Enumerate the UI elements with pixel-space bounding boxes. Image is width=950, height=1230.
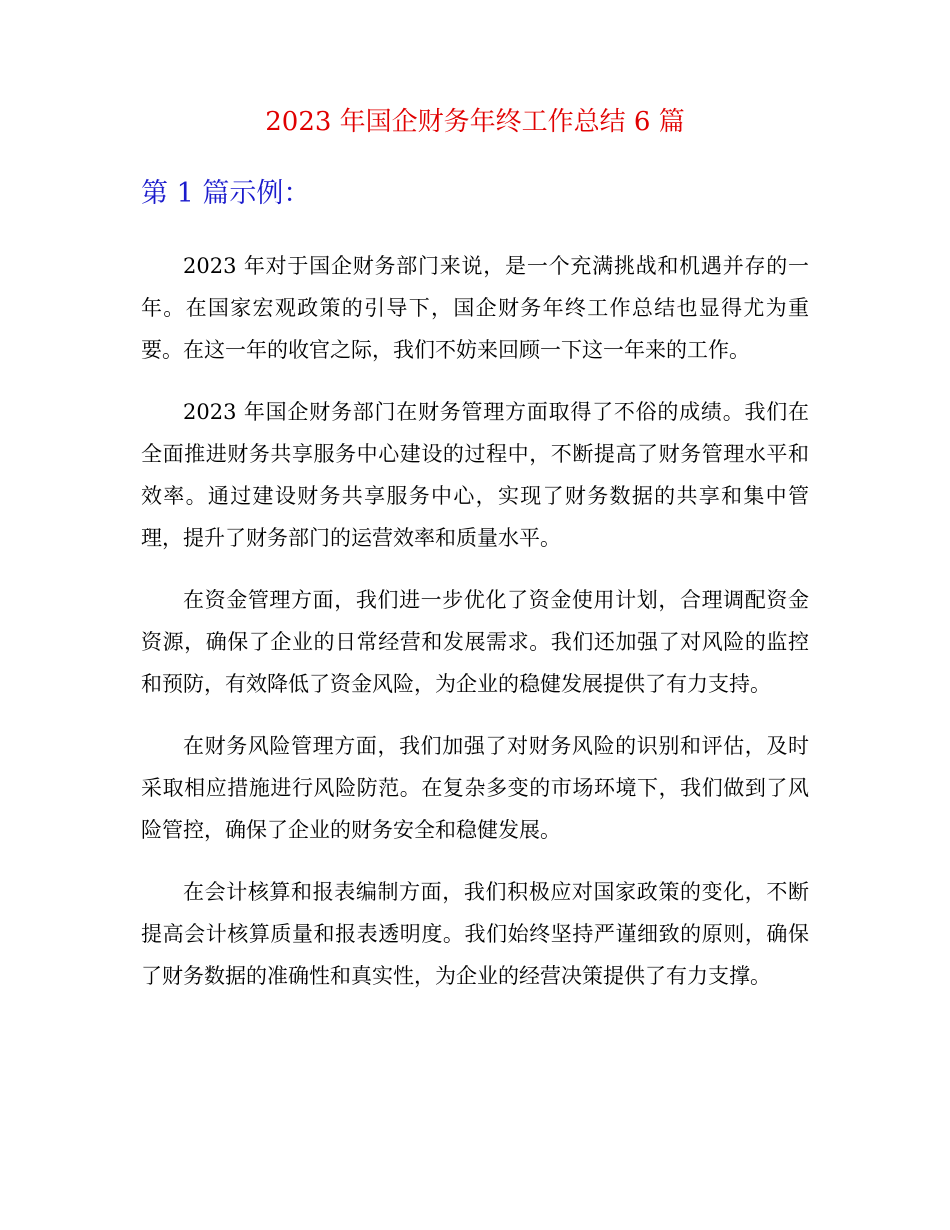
body-text: [141, 245, 809, 1017]
section-heading: 第 1 篇示例：: [141, 178, 311, 209]
paragraph: 2023 年国企财务部门在财务管理方面取得了不俗的成绩。我们在全面推进财务共享服务中心建设的过程中，不断提高了财务管理水平和效率。通过建设财务共享服务中心，实现了财务数据的共享和集中管理，提升了财务部门的运营效率和质量水平。: [141, 400, 809, 550]
document-title: 2023 年国企财务年终工作总结 6 篇: [265, 107, 685, 137]
paragraph: 2023 年对于国企财务部门来说，是一个充满挑战和机遇并存的一年。在国家宏观政策的引导下，国企财务年终工作总结也显得尤为重要。在这一年的收官之际，我们不妨来回顾一下这一年来的工作。: [141, 254, 809, 362]
paragraph: 在会计核算和报表编制方面，我们积极应对国家政策的变化，不断提高会计核算质量和报表透明度。我们始终坚持严谨细致的原则，确保了财务数据的准确性和真实性，为企业的经营决策提供了有力支撑。: [141, 880, 809, 988]
paragraph: 在资金管理方面，我们进一步优化了资金使用计划，合理调配资金资源，确保了企业的日常经营和发展需求。我们还加强了对风险的监控和预防，有效降低了资金风险，为企业的稳健发展提供了有力支持。: [141, 588, 809, 696]
paragraph: 在财务风险管理方面，我们加强了对财务风险的识别和评估，及时采取相应措施进行风险防范。在复杂多变的市场环境下，我们做到了风险管控，确保了企业的财务安全和稳健发展。: [141, 734, 809, 842]
